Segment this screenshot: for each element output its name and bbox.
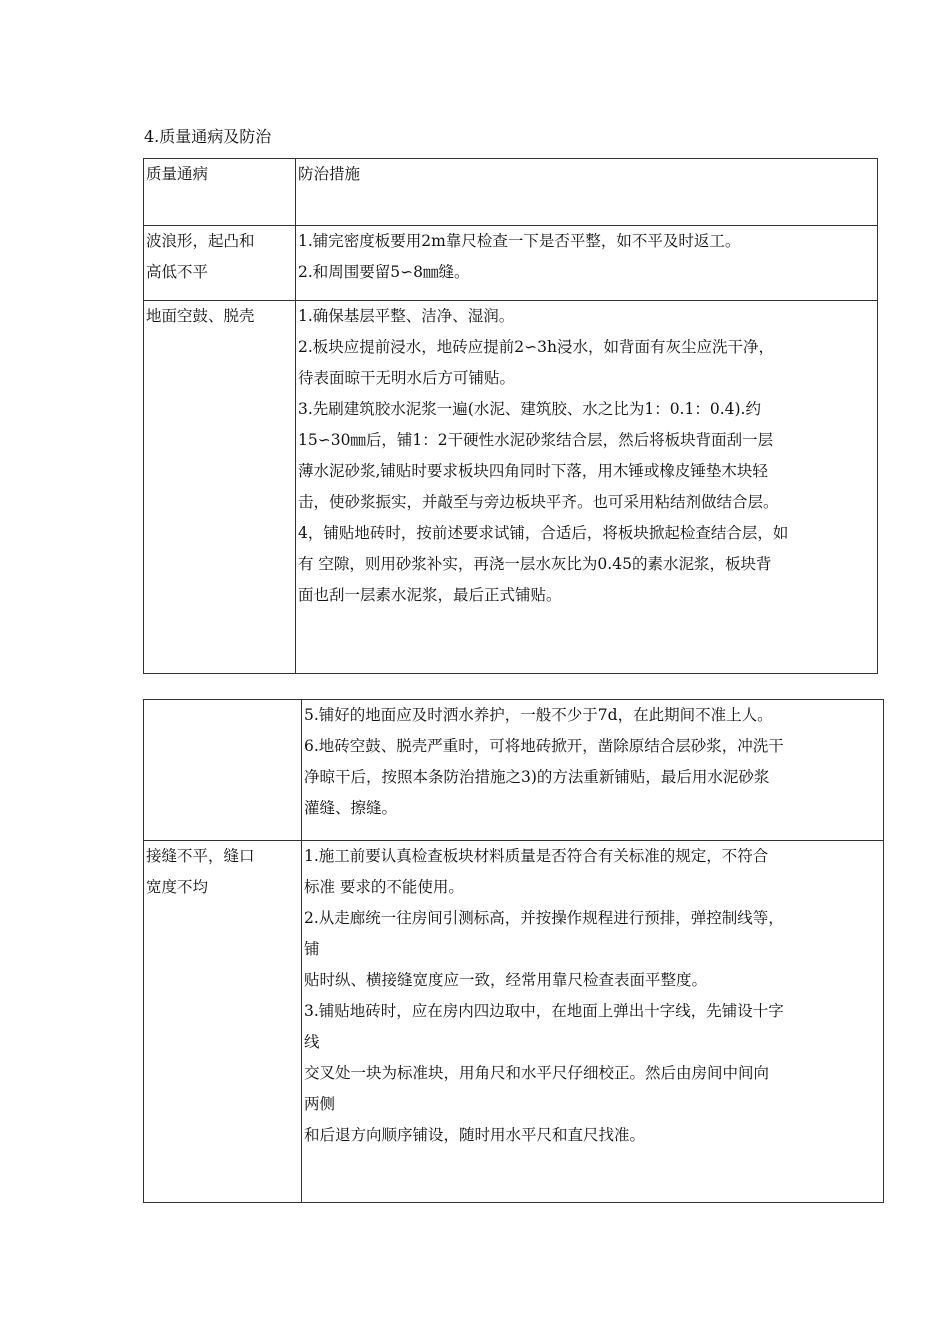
measures-cell <box>296 301 878 674</box>
header-problem: 质量通病 <box>144 159 296 226</box>
header-measures: 防治措施 <box>296 159 878 226</box>
measures-cell <box>302 841 884 1203</box>
measure-line: 两侧 <box>304 1095 336 1113</box>
measure-line: 击，使砂浆振实，并敲至与旁边板块平齐。也可采用粘结剂做结合层。 <box>298 493 779 511</box>
measure-line: 标准 要求的不能使用。 <box>304 878 464 896</box>
problem-line: 地面空鼓、脱壳 <box>146 307 255 325</box>
measure-line: 6.地砖空鼓、脱壳严重时，可将地砖掀开，凿除原结合层砂浆，冲洗干 <box>304 737 784 755</box>
problem-cell <box>144 226 296 301</box>
measure-line: 3.铺贴地砖时，应在房内四边取中，在地面上弹出十字线，先铺设十字 <box>304 1002 784 1020</box>
table-row <box>144 226 878 301</box>
section-title: 4.质量通病及防治 <box>144 127 272 146</box>
measure-line: 有 空隙，则用砂浆补实，再浇一层水灰比为0.45的素水泥浆，板块背 <box>298 555 772 573</box>
table-row <box>144 841 884 1203</box>
measure-line: 薄水泥砂浆,铺贴时要求板块四角同时下落，用木锤或橡皮锤垫木块轻 <box>298 462 768 480</box>
measure-line: 交叉处一块为标准块，用角尺和水平尺仔细校正。然后由房间中间向 <box>304 1064 770 1082</box>
measures-cell <box>302 700 884 841</box>
measure-line: 15∽30㎜后，铺1：2干硬性水泥砂浆结合层，然后将板块背面刮一层 <box>298 431 774 449</box>
measure-line: 2.和周围要留5∽8㎜缝。 <box>298 263 470 281</box>
measure-line: 贴时纵、横接缝宽度应一致，经常用靠尺检查表面平整度。 <box>304 971 708 989</box>
problem-line: 宽度不均 <box>146 878 209 896</box>
table-header-row <box>144 159 878 226</box>
problem-cell <box>144 841 302 1203</box>
measures-cell <box>296 226 878 301</box>
measure-line: 2.从走廊统一往房间引测标高，并按操作规程进行预排，弹控制线等， <box>304 909 784 927</box>
measure-line: 3.先刷建筑胶水泥浆一遍(水泥、建筑胶、水之比为1：0.1：0.4).约 <box>298 400 761 418</box>
quality-issues-table-1 <box>143 158 878 674</box>
measure-line: 线 <box>304 1033 320 1051</box>
problem-line: 波浪形，起凸和 <box>146 232 255 250</box>
measure-line: 灌缝、擦缝。 <box>304 799 398 817</box>
measure-line: 1.铺完密度板要用2m靠尺检查一下是否平整，如不平及时返工。 <box>298 232 741 250</box>
quality-issues-table-2 <box>143 699 884 1203</box>
problem-line: 接缝不平，缝口 <box>146 847 255 865</box>
measure-line: 待表面晾干无明水后方可铺贴。 <box>298 369 516 387</box>
problem-cell <box>144 700 302 841</box>
table-row <box>144 301 878 674</box>
measure-line: 5.铺好的地面应及时洒水养护，一般不少于7d，在此期间不准上人。 <box>304 706 773 724</box>
measure-line: 铺 <box>304 940 320 958</box>
measure-line: 和后退方向顺序铺设，随时用水平尺和直尺找准。 <box>304 1126 646 1144</box>
problem-line: 高低不平 <box>146 263 209 281</box>
table-row <box>144 700 884 841</box>
measure-line: 4，铺贴地砖时，按前述要求试铺，合适后，将板块掀起检查结合层，如 <box>298 524 789 542</box>
measure-line: 净晾干后，按照本条防治措施之3)的方法重新铺贴，最后用水泥砂浆 <box>304 768 770 786</box>
measure-line: 1.施工前要认真检查板块材料质量是否符合有关标准的规定，不符合 <box>304 847 769 865</box>
measure-line: 2.板块应提前浸水，地砖应提前2∽3h浸水，如背面有灰尘应洗干净， <box>298 338 774 356</box>
measure-line: 面也刮一层素水泥浆，最后正式铺贴。 <box>298 586 562 604</box>
problem-cell <box>144 301 296 674</box>
measure-line: 1.确保基层平整、洁净、湿润。 <box>298 307 515 325</box>
